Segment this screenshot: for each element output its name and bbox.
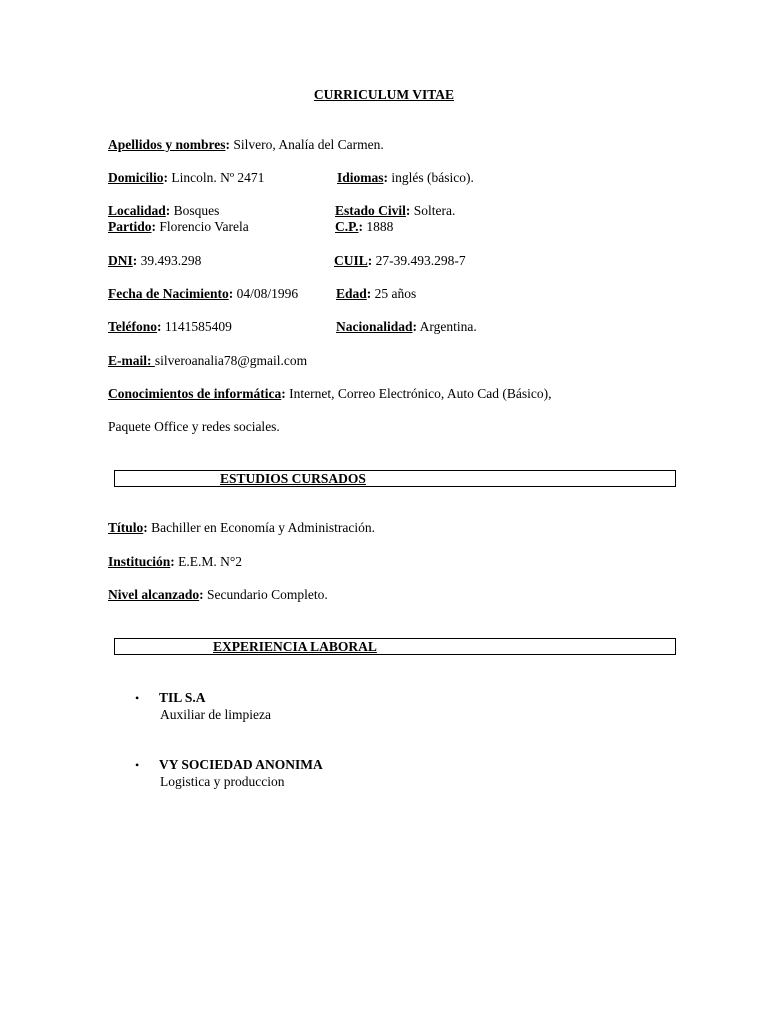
job-company: TIL S.A	[159, 690, 206, 705]
field-value: Silvero, Analía del Carmen.	[233, 137, 384, 152]
field-value: Internet, Correo Electrónico, Auto Cad (Básico),	[289, 386, 552, 401]
field-nacimiento: Fecha de Nacimiento: 04/08/1996	[108, 286, 299, 301]
field-informatica: Conocimientos de informática: Internet, Correo Electrónico, Auto Cad (Básico),	[108, 386, 552, 401]
field-label: Nivel alcanzado	[108, 587, 200, 602]
field-label: Nacionalidad	[336, 319, 413, 334]
field-informatica-cont: Paquete Office y redes sociales.	[108, 419, 280, 434]
field-value: Florencio Varela	[159, 219, 249, 234]
section-experiencia	[114, 638, 676, 655]
field-value: 04/08/1996	[236, 286, 299, 301]
field-estado-civil: Estado Civil: Soltera.	[335, 203, 456, 218]
field-idiomas: Idiomas: inglés (básico).	[337, 170, 474, 185]
bullet-icon: •	[135, 691, 140, 705]
field-label: E-mail:	[108, 353, 152, 368]
field-label: CUIL	[334, 253, 368, 268]
field-nivel: Nivel alcanzado: Secundario Completo.	[108, 587, 328, 602]
field-localidad: Localidad: Bosques	[108, 203, 220, 218]
field-value: Argentina.	[419, 319, 477, 334]
field-label: Edad	[336, 286, 367, 301]
field-label: Estado Civil	[335, 203, 406, 218]
section-heading: EXPERIENCIA LABORAL	[213, 639, 377, 654]
field-value: 39.493.298	[140, 253, 202, 268]
field-value: inglés (básico).	[391, 170, 474, 185]
field-nacionalidad: Nacionalidad: Argentina.	[336, 319, 477, 334]
job-role: Logistica y produccion	[160, 774, 285, 789]
job-company: VY SOCIEDAD ANONIMA	[159, 757, 323, 772]
field-telefono: Teléfono: 1141585409	[108, 319, 232, 334]
field-label: Domicilio	[108, 170, 164, 185]
page-title: CURRICULUM VITAE	[313, 87, 455, 102]
section-heading: ESTUDIOS CURSADOS	[220, 471, 366, 486]
job-role: Auxiliar de limpieza	[160, 707, 271, 722]
field-value: 25 años	[374, 286, 417, 301]
field-label: Idiomas	[337, 170, 384, 185]
field-label: Teléfono	[108, 319, 158, 334]
field-institucion: Institución: E.E.M. N°2	[108, 554, 243, 569]
field-dni: DNI: 39.493.298	[108, 253, 202, 268]
field-label: Conocimientos de informática	[108, 386, 282, 401]
field-edad: Edad: 25 años	[336, 286, 417, 301]
field-value: Soltera.	[413, 203, 456, 218]
field-value: Bosques	[173, 203, 220, 218]
field-value: Lincoln. Nº 2471	[171, 170, 265, 185]
field-label: Título	[108, 520, 144, 535]
field-nombres: Apellidos y nombres: Silvero, Analía del Carmen.	[108, 137, 384, 152]
field-partido: Partido: Florencio Varela	[108, 219, 249, 234]
section-estudios	[114, 470, 676, 487]
field-label: Institución	[108, 554, 171, 569]
field-domicilio: Domicilio: Lincoln. Nº 2471	[108, 170, 265, 185]
bullet-icon: •	[135, 758, 140, 772]
field-value: 27-39.493.298-7	[375, 253, 466, 268]
field-label: C.P.	[335, 219, 359, 234]
field-value: 1888	[366, 219, 394, 234]
field-label: DNI	[108, 253, 133, 268]
email-value: silveroanalia78@gmail.com	[154, 353, 308, 368]
field-value: E.E.M. N°2	[178, 554, 243, 569]
field-value: Secundario Completo.	[207, 587, 328, 602]
field-label: Apellidos y nombres	[108, 137, 226, 152]
field-value: 1141585409	[164, 319, 232, 334]
field-cp: C.P.: 1888	[335, 219, 394, 234]
field-cuil: CUIL: 27-39.493.298-7	[334, 253, 466, 268]
field-label: Fecha de Nacimiento	[108, 286, 229, 301]
field-titulo: Título: Bachiller en Economía y Administración.	[108, 520, 375, 535]
field-email	[108, 353, 307, 369]
field-value: Bachiller en Economía y Administración.	[151, 520, 375, 535]
field-label: Localidad	[108, 203, 166, 218]
field-label: Partido	[108, 219, 152, 234]
